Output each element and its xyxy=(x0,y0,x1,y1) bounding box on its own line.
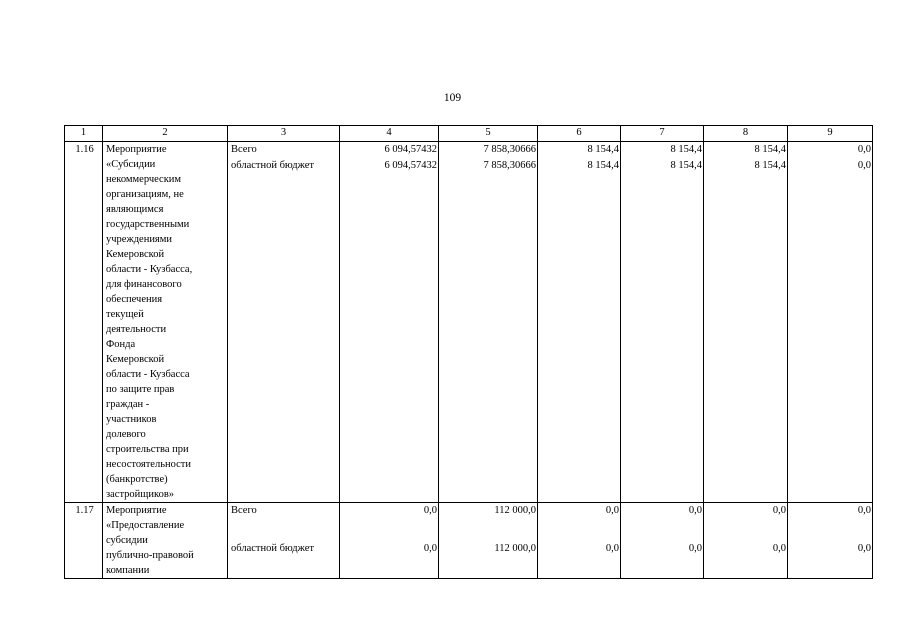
description-line: «Предоставление xyxy=(106,520,185,531)
funding-source: Всего xyxy=(228,503,340,541)
description-line: Кемеровской xyxy=(106,354,165,365)
value-cell: 0,0 xyxy=(621,503,704,541)
value-cell: 0,0 xyxy=(788,541,873,579)
col-header-7: 7 xyxy=(621,126,704,142)
table-row xyxy=(65,142,873,158)
description-line: области - Кузбасса, xyxy=(106,264,193,275)
description-line: учреждениями xyxy=(106,234,173,245)
funding-source: областной бюджет xyxy=(228,158,340,503)
description-line: субсидии xyxy=(106,535,148,546)
value-cell: 0,0 xyxy=(538,503,621,541)
description-line: обеспечения xyxy=(106,294,163,305)
value-cell: 0,0 xyxy=(340,503,439,541)
value-cell: 0,0 xyxy=(788,503,873,541)
value-cell: 112 000,0 xyxy=(439,541,538,579)
description-line: долевого xyxy=(106,429,146,440)
description-line: деятельности xyxy=(106,324,167,335)
funding-source: Всего xyxy=(228,142,340,158)
description-line: Мероприятие xyxy=(106,144,167,155)
value-cell: 0,0 xyxy=(788,142,873,158)
row-description xyxy=(103,503,228,579)
description-line: публично-правовой xyxy=(106,550,194,561)
description-line: «Субсидии xyxy=(106,159,156,170)
description-line: Фонда xyxy=(106,339,136,350)
value-cell: 8 154,4 xyxy=(621,142,704,158)
description-line: застройщиков» xyxy=(106,489,175,500)
description-line: государственными xyxy=(106,219,190,230)
value-cell: 6 094,57432 xyxy=(340,158,439,503)
col-header-1: 1 xyxy=(65,126,103,142)
funding-source: областной бюджет xyxy=(228,541,340,579)
description-line: компании xyxy=(106,565,150,576)
budget-table xyxy=(64,125,873,579)
description-line: несостоятельности xyxy=(106,459,191,470)
value-cell: 0,0 xyxy=(340,541,439,579)
header-row xyxy=(65,126,873,142)
value-cell: 0,0 xyxy=(788,158,873,503)
description-line: для финансового xyxy=(106,279,182,290)
value-cell: 0,0 xyxy=(538,541,621,579)
value-cell: 8 154,4 xyxy=(704,158,788,503)
description-line: области - Кузбасса xyxy=(106,369,190,380)
row-number: 1.17 xyxy=(65,503,103,579)
col-header-5: 5 xyxy=(439,126,538,142)
description-line: Мероприятие xyxy=(106,505,167,516)
description-line: граждан - xyxy=(106,399,150,410)
value-cell: 8 154,4 xyxy=(538,158,621,503)
value-cell: 0,0 xyxy=(621,541,704,579)
description-line: строительства при xyxy=(106,444,189,455)
description-line: являющимся xyxy=(106,204,164,215)
page-number: 109 xyxy=(443,92,462,104)
row-description xyxy=(103,142,228,503)
col-header-4: 4 xyxy=(340,126,439,142)
row-number: 1.16 xyxy=(65,142,103,503)
value-cell: 8 154,4 xyxy=(704,142,788,158)
value-cell: 8 154,4 xyxy=(538,142,621,158)
description-line: текущей xyxy=(106,309,144,320)
value-cell: 112 000,0 xyxy=(439,503,538,541)
description-line: организациям, не xyxy=(106,189,184,200)
description-line: (банкротстве) xyxy=(106,474,168,485)
col-header-6: 6 xyxy=(538,126,621,142)
value-cell: 0,0 xyxy=(704,541,788,579)
value-cell: 7 858,30666 xyxy=(439,142,538,158)
value-cell: 6 094,57432 xyxy=(340,142,439,158)
description-line: по защите прав xyxy=(106,384,175,395)
description-line: некоммерческим xyxy=(106,174,182,185)
value-cell: 0,0 xyxy=(704,503,788,541)
col-header-3: 3 xyxy=(228,126,340,142)
description-line: участников xyxy=(106,414,157,425)
value-cell: 7 858,30666 xyxy=(439,158,538,503)
table-row xyxy=(65,503,873,541)
value-cell: 8 154,4 xyxy=(621,158,704,503)
col-header-8: 8 xyxy=(704,126,788,142)
col-header-2: 2 xyxy=(103,126,228,142)
col-header-9: 9 xyxy=(788,126,873,142)
description-line: Кемеровской xyxy=(106,249,165,260)
